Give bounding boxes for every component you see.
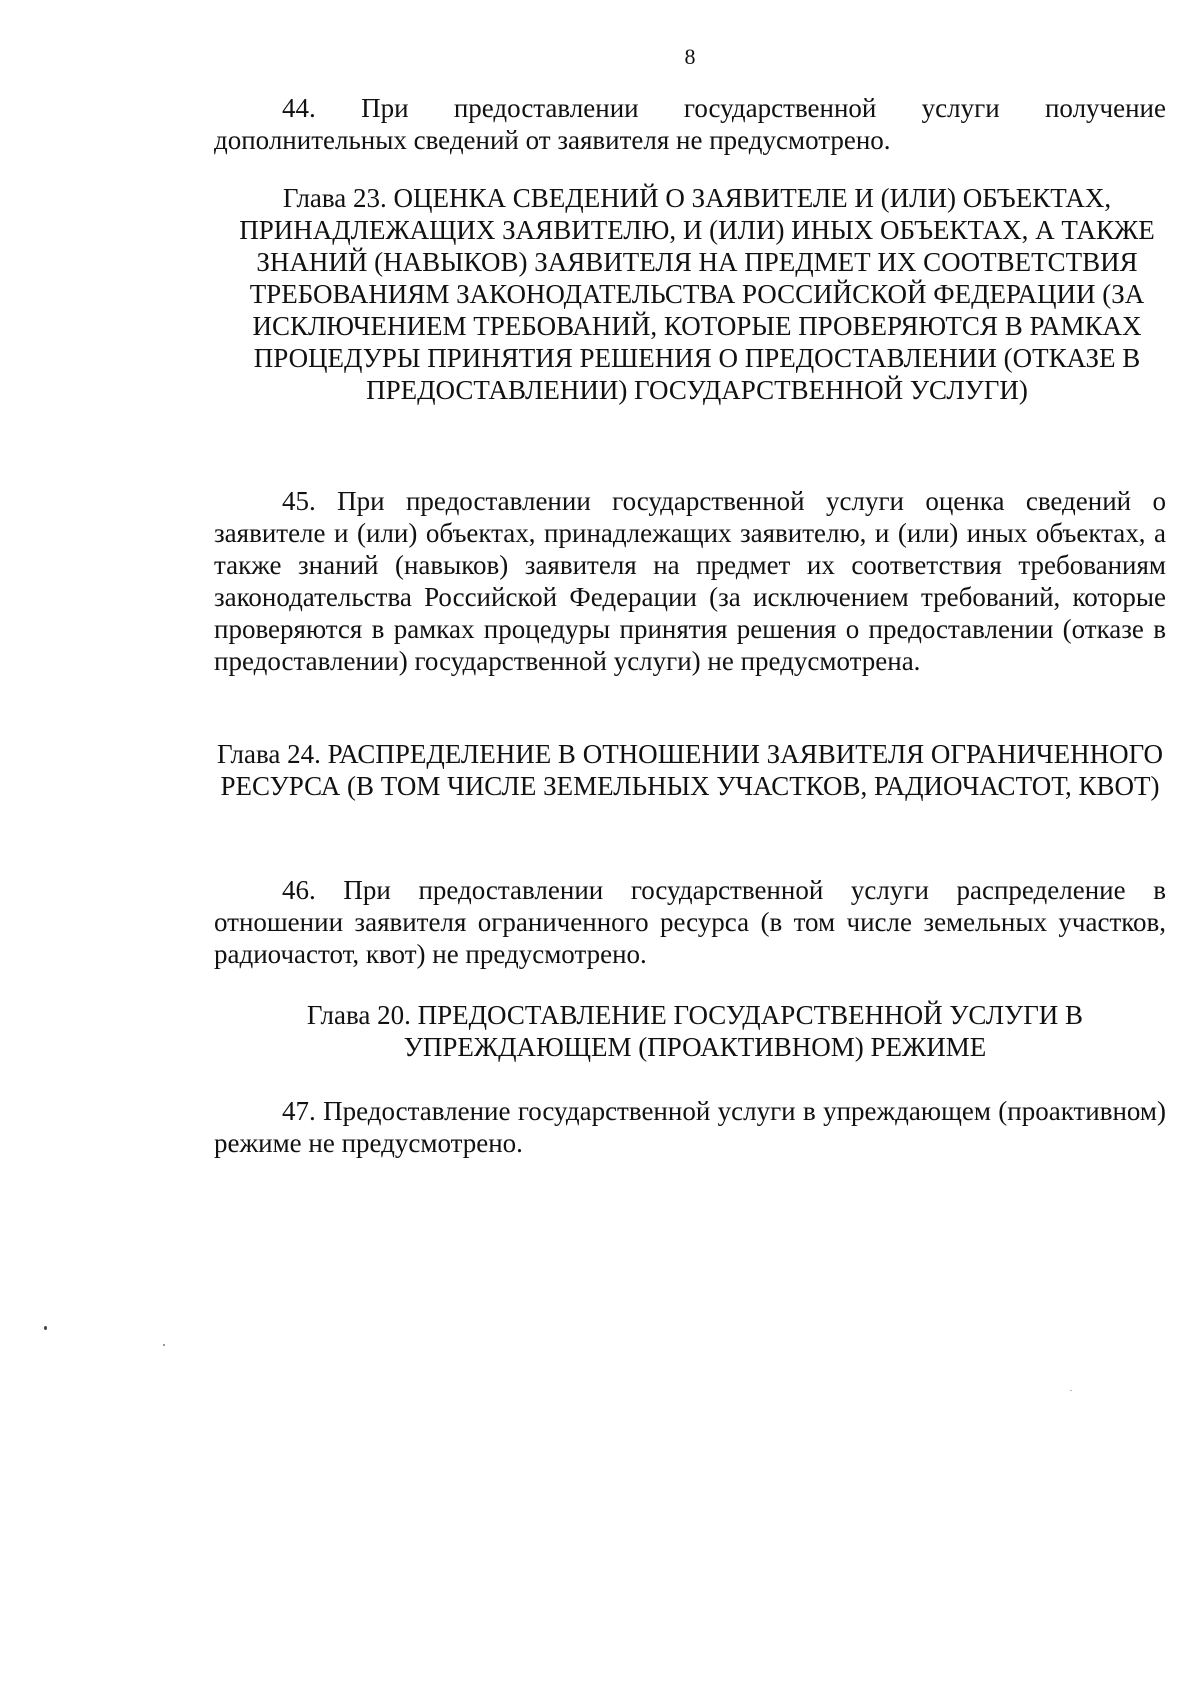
paragraph-45: 45. При предоставлении государственной услуги оценка сведений о заявителе и (или) объектах, принадлежащих заявителю, и (или) иных объектах, а также знаний (навыков) заявителя на предмет их соответствия требованиям законодательства Российской Федерации (за исключением требований, которые проверяются в рамках процедуры принятия решения о предоставлении (отказе в предоставлении) государственной услуги) не предусмотрена.: [214, 486, 1166, 676]
page-number: 8: [684, 44, 696, 69]
scan-speck: [1070, 1390, 1072, 1391]
chapter-24-heading: Глава 24. РАСПРЕДЕЛЕНИЕ В ОТНОШЕНИИ ЗАЯВИТЕЛЯ ОГРАНИЧЕННОГО РЕСУРСА (В ТОМ ЧИСЛЕ ЗЕМЕЛЬНЫХ УЧАСТКОВ, РАДИОЧАСТОТ, КВОТ): [216, 739, 1164, 801]
scan-speck: [163, 1344, 165, 1346]
scan-speck: [44, 1326, 47, 1330]
paragraph-44: 44. При предоставлении государственной услуги получение дополнительных сведений от заявителя не предусмотрено.: [214, 93, 1166, 155]
paragraph-47: 47. Предоставление государственной услуги в упреждающем (проактивном) режиме не предусмотрено.: [214, 1096, 1166, 1158]
chapter-20-heading: Глава 20. ПРЕДОСТАВЛЕНИЕ ГОСУДАРСТВЕННОЙ УСЛУГИ В УПРЕЖДАЮЩЕМ (ПРОАКТИВНОМ) РЕЖИМЕ: [306, 1000, 1084, 1062]
paragraph-46: 46. При предоставлении государственной услуги распределение в отношении заявителя ограниченного ресурса (в том числе земельных участков, радиочастот, квот) не предусмотрено.: [214, 875, 1166, 969]
chapter-23-heading: Глава 23. ОЦЕНКА СВЕДЕНИЙ О ЗАЯВИТЕЛЕ И (ИЛИ) ОБЪЕКТАХ, ПРИНАДЛЕЖАЩИХ ЗАЯВИТЕЛЮ, И (ИЛИ) ИНЫХ ОБЪЕКТАХ, А ТАКЖЕ ЗНАНИЙ (НАВЫКОВ) ЗАЯВИТЕЛЯ НА ПРЕДМЕТ ИХ СООТВЕТСТВИЯ ТРЕБОВАНИЯМ ЗАКОНОДАТЕЛЬСТВА РОССИЙСКОЙ ФЕДЕРАЦИИ (ЗА ИСКЛЮЧЕНИЕМ ТРЕБОВАНИЙ, КОТОРЫЕ ПРОВЕРЯЮТСЯ В РАМКАХ ПРОЦЕДУРЫ ПРИНЯТИЯ РЕШЕНИЯ О ПРЕДОСТАВЛЕНИИ (ОТКАЗЕ В ПРЕДОСТАВЛЕНИИ) ГОСУДАРСТВЕННОЙ УСЛУГИ): [239, 183, 1155, 405]
